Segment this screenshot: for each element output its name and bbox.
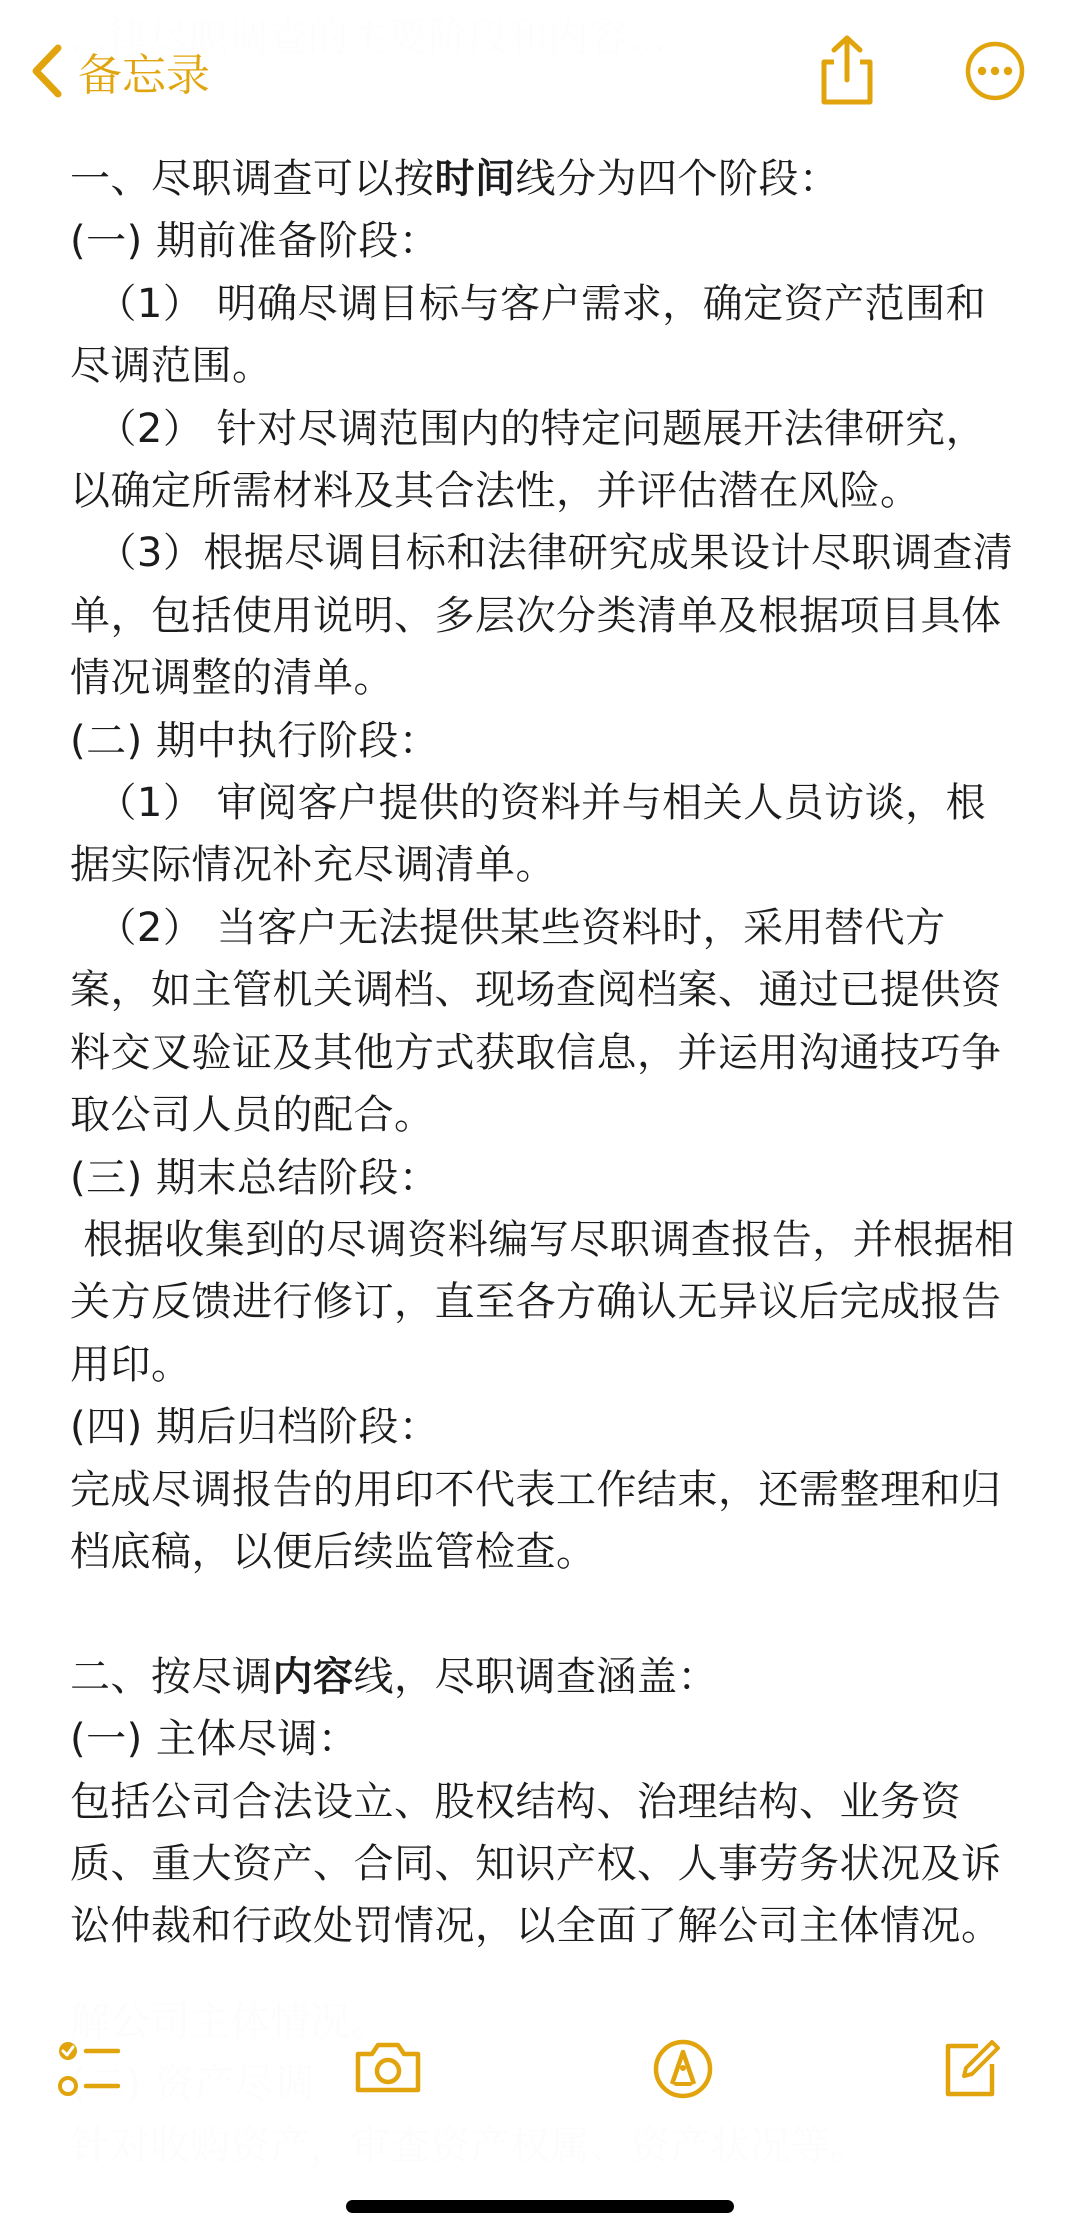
note-text: （1） 明确尽调目标与客户需求，确定资产范围和尽调范围。	[70, 280, 987, 390]
note-text: 完成尽调报告的用印不代表工作结束，还需整理和归档底稿，以便后续监管检查。	[70, 1466, 1002, 1575]
note-paragraph	[70, 1396, 1020, 1458]
note-paragraph	[70, 148, 1020, 210]
note-paragraph	[70, 1459, 1020, 1584]
markup-pen-icon[interactable]	[652, 2038, 714, 2100]
top-navigation-bar	[0, 0, 1080, 150]
note-text: (四) 期后归档阶段：	[70, 1404, 440, 1451]
note-paragraph	[70, 1646, 1020, 1708]
more-options-icon[interactable]	[964, 40, 1026, 102]
share-icon[interactable]	[812, 34, 882, 106]
note-text: （2） 针对尽调范围内的特定问题展开法律研究，以确定所需材料及其合法性，并评估潜在风险。	[70, 405, 987, 515]
back-label: 备忘录	[78, 50, 210, 101]
note-text: 线分为四个阶段：	[515, 156, 840, 202]
note-text: （1） 审阅客户提供的资料并与相关人员访谈，根据实际情况补充尽调清单。	[70, 780, 987, 889]
note-paragraph	[70, 1708, 1020, 1770]
compose-icon[interactable]	[940, 2038, 1002, 2100]
note-text: 一、尽职调查可以按	[70, 156, 435, 202]
note-text: (三) 期末总结阶段：	[70, 1154, 440, 1201]
note-paragraph	[70, 210, 1020, 272]
note-paragraph	[70, 897, 1020, 1147]
camera-icon[interactable]	[352, 2038, 424, 2096]
note-text: 根据收集到的尽调资料编写尽职调查报告，并根据相关方反馈进行修订，直至各方确认无异议后完成报告用印。	[70, 1216, 1015, 1388]
note-text: (一) 主体尽调：	[70, 1716, 359, 1763]
note-text: (一) 期前准备阶段：	[70, 218, 440, 265]
note-paragraph	[70, 772, 1020, 897]
note-paragraph	[70, 398, 1020, 523]
note-paragraph	[70, 1583, 1020, 1645]
note-paragraph	[70, 710, 1020, 772]
note-text: 包括公司合法设立、股权结构、治理结构、业务资质、重大资产、合同、知识产权、人事劳务状况及诉讼仲裁和行政处罚情况，以全面了解公司主体情况。	[70, 1778, 1002, 1950]
note-paragraph	[70, 1771, 1020, 1958]
note-paragraph	[70, 522, 1020, 709]
note-text: 线，尽职调查涵盖：	[353, 1653, 718, 1700]
note-body[interactable]	[70, 148, 1020, 1958]
note-paragraph	[70, 273, 1020, 398]
back-button[interactable]	[28, 36, 210, 106]
note-paragraph	[70, 1209, 1020, 1396]
note-bold-text: 时间	[434, 156, 516, 202]
home-indicator	[346, 2200, 734, 2213]
note-text: （2） 当客户无法提供某些资料时，采用替代方案，如主管机关调档、现场查阅档案、通过已提供资料交叉验证及其他方式获取信息，并运用沟通技巧争取公司人员的配合。	[70, 904, 1002, 1139]
note-text: (二) 期中执行阶段：	[70, 717, 440, 764]
note-text: 二、按尽调	[70, 1653, 273, 1700]
note-text: （3）根据尽调目标和法律研究成果设计尽职调查清单，包括使用说明、多层次分类清单及根据项目具体情况调整的清单。	[70, 530, 1014, 702]
checklist-icon[interactable]	[56, 2038, 120, 2100]
note-bold-text: 内容	[272, 1653, 354, 1700]
note-paragraph	[70, 1147, 1020, 1209]
chevron-left-icon	[28, 42, 68, 100]
